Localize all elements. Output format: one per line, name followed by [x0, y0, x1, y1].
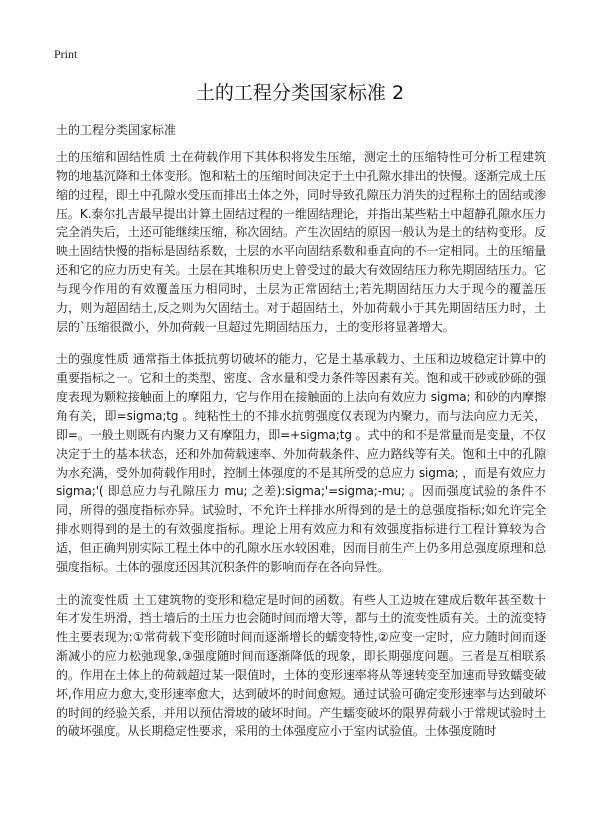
document-subtitle: 土的工程分类国家标准 — [56, 123, 177, 137]
page-title: 土的工程分类国家标准 2 — [195, 82, 405, 104]
paragraph-compression: 土的压缩和固结性质 土在荷载作用下其体积将发生压缩，测定土的压缩特性可分析工程建筑物的地基沉降和土体变形。饱和粘土的压缩时间决定于土中孔隙水排出的快慢。逐渐完成土压缩的过程，即土中孔隙水受压而排出土体之外，同时导致孔隙压力消失的过程称土的固结或渗压。K.泰尔扎吉最早提出计算土固结过程的一维固结理论，并指出某些粘土中超静孔隙水压力完全消失后，土还可能继续压缩，称次固结。产生次固结的原因一般认为是土的结构变形。反映土固结快慢的指标是固结系数，土层的水平向固结系数和垂直向的不一定相同。土的压缩量还和它的应力历史有关。土层在其堆积历史上曾受过的最大有效固结压力称先期固结压力。它与现今作用的有效覆盖压力相同时，土层为正常固结土;若先期固结压力大于现今的覆盖压力，则为超固结土,反之则为欠固结土。对于超固结土，外加荷载小于其先期固结压力时，土层的`压缩很微小，外加荷载一旦超过先期固结压力，土的变形将显著增大。 — [56, 150, 546, 334]
print-link[interactable]: Print — [54, 47, 78, 61]
paragraph-strength: 土的强度性质 通常指土体抵抗剪切破坏的能力，它是土基承载力、土压和边坡稳定计算中的重要指标之一。它和土的类型、密度、含水量和受力条件等因素有关。饱和或干砂或砂砾的强度表现为颗粒接触面上的摩阻力，它与作用在接触面的上法向有效应力 sigma; 和砂的内摩擦角有关，即=sigma;tg 。纯粘性土的不排水抗剪强度仅表现为内聚力，而与法向应力无关，即=。一般土则既有内聚力又有摩阻力，即=+sigma;tg 。式中的和不是常量而是变量，不仅决定于土的基本状态，还和外加荷载速率、外加荷载条件、应力路线等有关。饱和土中的孔隙为水充满，受外加荷载作用时，控制土体强度的不是其所受的总应力 sigma; ，而是有效应力 sigma;'( 即总应力与孔隙压力 mu; 之差):sigma;'=sigma;-mu; 。因而强度试验的条件不同，所得的强度指标亦异。试验时，不允许土样排水所得到的是土的总强度指标;如允许完全排水则得到的是土的有效强度指标。理论上用有效应力和有效强度指标进行工程计算较为合适，但正确判别实际工程土体中的孔隙水压水较困难，因而目前生产上仍多用总强度原理和总强度指标。土体的强度还因其沉积条件的影响而存在各向异性。 — [56, 352, 546, 574]
paragraph-rheology: 土的流变性质 土工建筑物的变形和稳定是时间的函数。有些人工边坡在建成后数年甚至数十年才发生坍滑，挡土墙后的土压力也会随时间而增大等，都与土的流变性质有关。土的流变特性主要表现为:①常荷载下变形随时间而逐渐增长的蠕变特性,②应变一定时，应力随时间而逐渐减小的应力松弛现象,③强度随时间而逐渐降低的现象，即长期强度问题。三者是互相联系的。作用在土体上的荷载超过某一限值时，土体的变形速率将从等速转变至加速而导致蠕变破坏,作用应力愈大,变形速率愈大，达到破坏的时间愈短。通过试验可确定变形速率与达到破坏的时间的经验关系，并用以预估滑坡的破坏时间。产生蠕变破坏的限界荷载小于常规试验时土的破坏强度。从长期稳定性要求，采用的土体强度应小于室内试验值。土体强度随时 — [56, 592, 546, 739]
article-body — [56, 148, 546, 755]
